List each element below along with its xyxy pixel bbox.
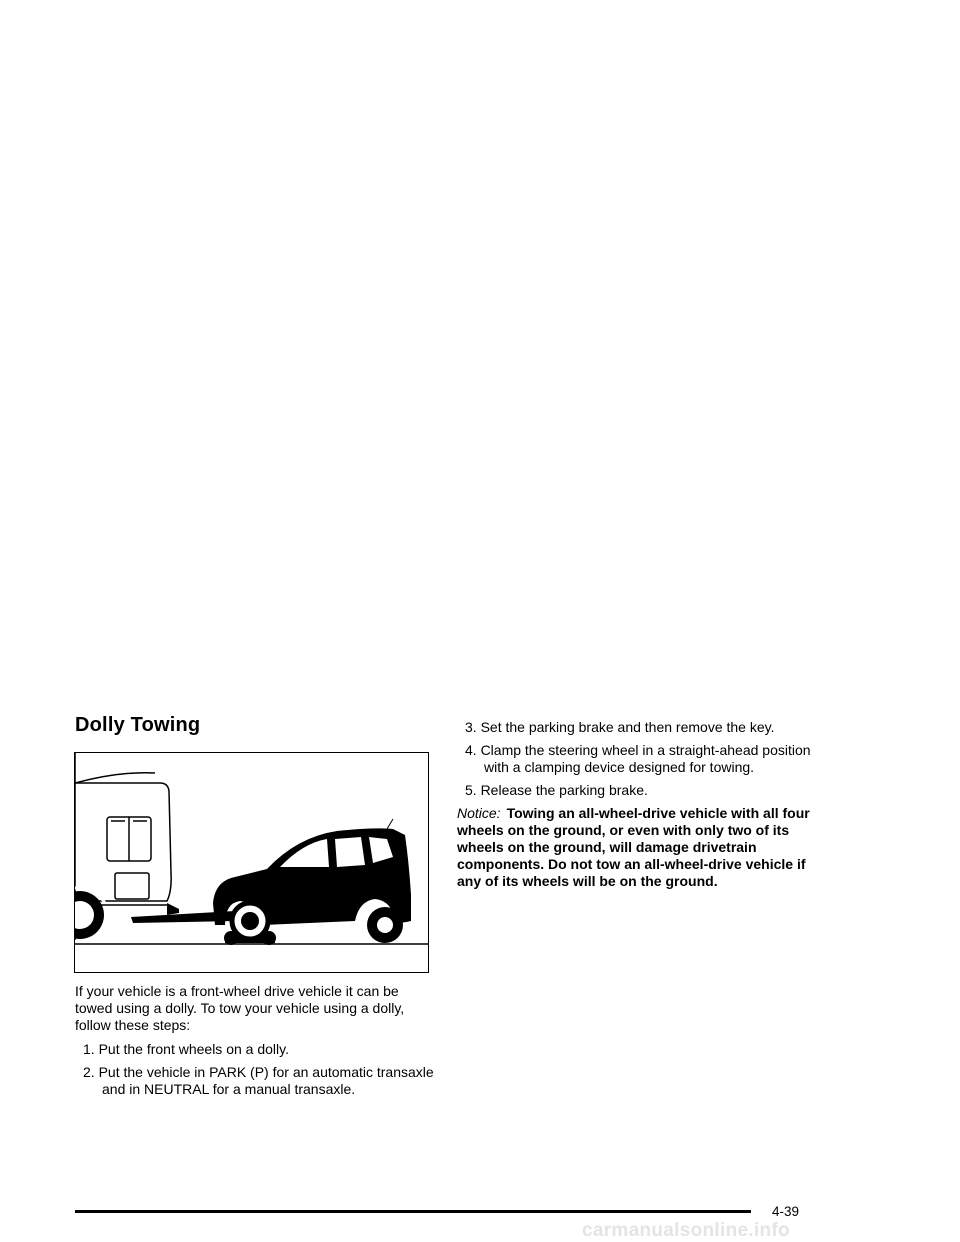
section-title: Dolly Towing — [75, 714, 201, 736]
step-1: 1. Put the front wheels on a dolly. — [83, 1041, 289, 1057]
right-column — [457, 719, 822, 890]
page-number: 4-39 — [772, 1204, 800, 1219]
dolly-wheel-right — [262, 931, 276, 945]
notice-paragraph — [457, 805, 822, 890]
car-rear-window — [335, 837, 365, 867]
notice-text: Towing an all-wheel-drive vehicle with all four wheels on the ground, or even with only two of its wheels on the ground, will damage drivetrain components. Do not tow an all-wheel-drive vehicle if any of its wheels will be on the ground. — [457, 805, 810, 889]
antenna — [387, 819, 393, 829]
dolly-wheel-left — [224, 931, 238, 945]
step-4: 4. Clamp the steering wheel in a straight-ahead position with a clamping device designed for towing. — [465, 742, 811, 775]
hitch — [167, 903, 179, 915]
tow-illustration-svg — [75, 753, 429, 973]
notice-label: Notice: — [457, 805, 501, 821]
towing-dolly-illustration — [74, 752, 429, 973]
watermark: carmanualsonline.info — [582, 1220, 790, 1241]
left-column — [75, 983, 435, 1104]
step-3: 3. Set the parking brake and then remove the key. — [465, 719, 775, 735]
step-2: 2. Put the vehicle in PARK (P) for an automatic transaxle and in NEUTRAL for a manual transaxle. — [83, 1064, 434, 1097]
footer-rule — [75, 1210, 751, 1213]
step-5: 5. Release the parking brake. — [465, 782, 648, 798]
intro-paragraph: If your vehicle is a front-wheel drive vehicle it can be towed using a dolly. To tow your vehicle using a dolly, follow these steps: — [75, 983, 405, 1033]
